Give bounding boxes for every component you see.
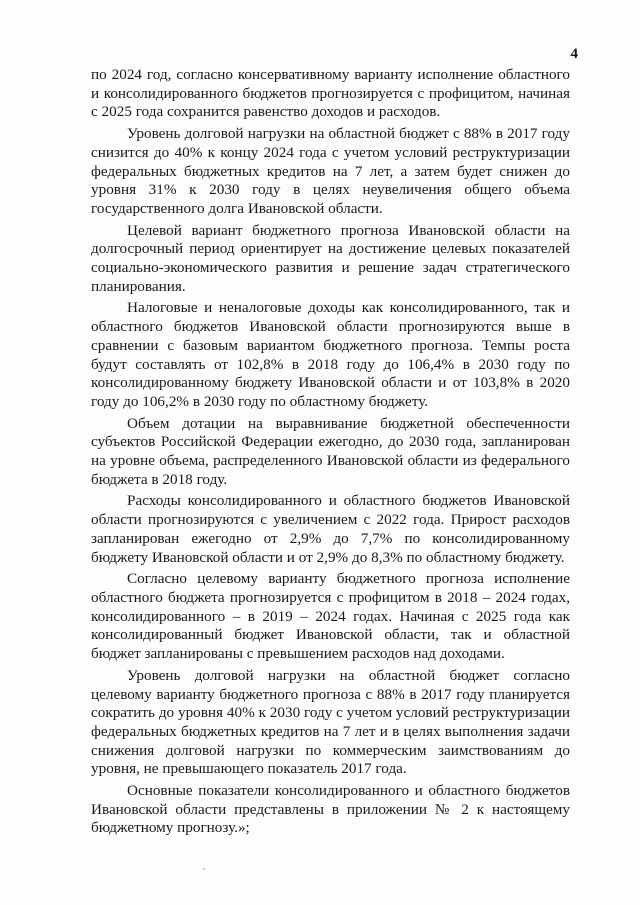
paragraph-9: Основные показатели консолидированного и областного бюджетов Ивановской области представлены в приложении № 2 к настоящему бюджетному прогнозу.»; (91, 782, 570, 837)
page-number: 4 (570, 46, 578, 62)
scan-speck (203, 868, 205, 870)
paragraph-3: Целевой вариант бюджетного прогноза Ивановской области на долгосрочный период ориентирует на достижение целевых показателей социально-экономического развития и решение задач стратегического планирования. (91, 221, 570, 295)
paragraph-1: по 2024 год, согласно консервативному варианту исполнение областного и консолидированного бюджетов прогнозируется с профицитом, начиная с 2025 года сохранится равенство доходов и расходов. (91, 66, 570, 121)
paragraph-8: Уровень долговой нагрузки на областной бюджет согласно целевому варианту бюджетного прогноза с 88% в 2017 году планируется сократить до уровня 40% к 2030 году с учетом условий реструктуризации федеральных бюджетных кредитов на 7 лет и в целях выполнения задачи снижения долговой нагрузки по коммерческим заимствованиям до уровня, не превышающего показатель 2017 года. (91, 666, 570, 778)
paragraph-5: Объем дотации на выравнивание бюджетной обеспеченности субъектов Российской Федерации ежегодно, до 2030 года, запланирован на уровне объема, распределенного Ивановской области из федерального бюджета в 2018 году. (91, 414, 570, 488)
document-body (91, 66, 570, 838)
paragraph-4: Налоговые и неналоговые доходы как консолидированного, так и областного бюджетов Ивановской области прогнозируются выше в сравнении с базовым вариантом бюджетного прогноза. Темпы роста будут составлять от 102,8% в 2018 году до 106,4% в 2030 году по консолидированному бюджету Ивановской области и от 103,8% в 2020 году до 106,2% в 2030 году по областному бюджету. (91, 299, 570, 410)
paragraph-7: Согласно целевому варианту бюджетного прогноза исполнение областного бюджета прогнозируется с профицитом в 2018 – 2024 годах, консолидированного – в 2019 – 2024 годах. Начиная с 2025 года как консолидированный бюджет Ивановской области, так и областной бюджет запланированы с превышением расходов над доходами. (91, 570, 570, 663)
paragraph-6: Расходы консолидированного и областного бюджетов Ивановской области прогнозируются с увеличением с 2022 года. Прирост расходов запланирован ежегодно от 2,9% до 7,7% по консолидированному бюджету Ивановской области и от 2,9% до 8,3% по областному бюджету. (91, 492, 570, 566)
paragraph-2: Уровень долговой нагрузки на областной бюджет с 88% в 2017 году снизится до 40% к концу 2024 года с учетом условий реструктуризации федеральных бюджетных кредитов на 7 лет, а затем будет снижен до уровня 31% к 2030 году в целях неувеличения общего объема государственного долга Ивановской области. (91, 125, 570, 217)
